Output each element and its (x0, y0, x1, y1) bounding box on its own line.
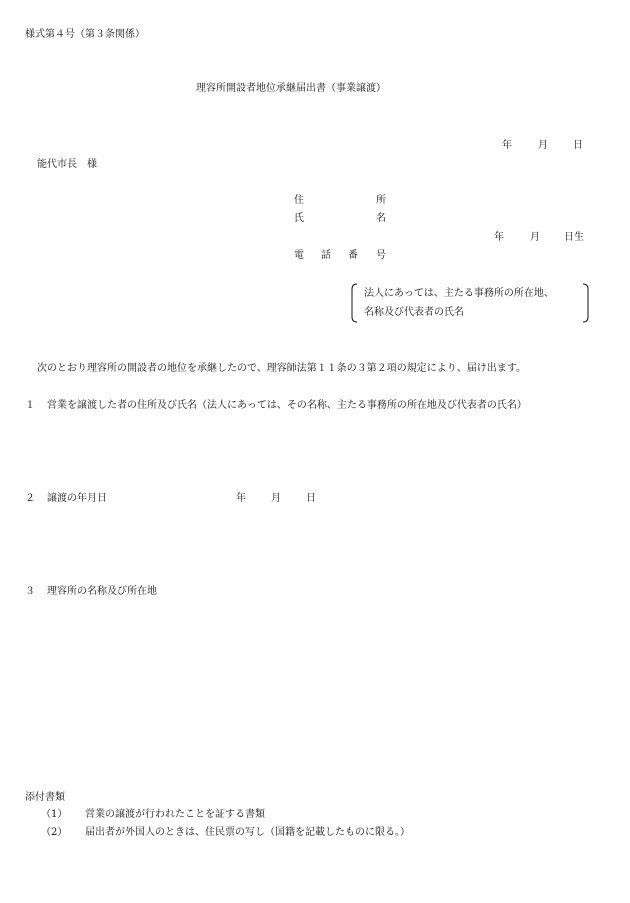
address-label-2: 所 (376, 195, 386, 206)
name-label-1: 氏 (294, 213, 304, 224)
attachment-number: （1） (41, 809, 68, 820)
attachments-heading: 添付書類 (25, 792, 65, 803)
corporation-note-line-1: 法人にあっては、主たる事務所の所在地、 (364, 288, 554, 299)
item-label: 譲渡の年月日 (47, 493, 107, 504)
transfer-year-label: 年 (236, 493, 246, 504)
birth-month-label: 月 (530, 232, 540, 243)
date-day-label: 日 (573, 140, 583, 151)
form-number: 様式第４号（第３条関係） (25, 29, 145, 40)
attachment-number: （2） (41, 827, 68, 838)
phone-label-4: 号 (376, 250, 386, 261)
item-number: ２ (25, 493, 35, 504)
item-label: 理容所の名称及び所在地 (47, 586, 157, 597)
transfer-month-label: 月 (271, 493, 281, 504)
attachment-text: 届出者が外国人のときは、住民票の写し（国籍を記載したものに限る。） (85, 827, 410, 838)
document-title: 理容所開設者地位承継届出書（事業譲渡） (196, 83, 386, 94)
date-month-label: 月 (538, 140, 548, 151)
address-label-1: 住 (294, 195, 304, 206)
birth-day-label: 日生 (564, 232, 584, 243)
phone-label-1: 電 (294, 250, 304, 261)
phone-label-3: 番 (348, 250, 358, 261)
item-label: 営業を譲渡した者の住所及び氏名（法人にあっては、その名称、主たる事務所の所在地及び代表者の氏名） (47, 400, 527, 411)
corporation-note (349, 283, 591, 323)
name-label-2: 名 (376, 213, 386, 224)
addressee: 能代市長 様 (37, 159, 97, 170)
date-year-label: 年 (502, 140, 512, 151)
phone-label-2: 話 (321, 250, 331, 261)
birth-year-label: 年 (494, 232, 504, 243)
item-number: １ (25, 400, 35, 411)
item-number: ３ (25, 586, 35, 597)
corporation-note-line-2: 名称及び代表者の氏名 (364, 307, 464, 318)
attachment-text: 営業の譲渡が行われたことを証する書類 (85, 809, 265, 820)
transfer-day-label: 日 (306, 493, 316, 504)
body-text: 次のとおり理容所の開設者の地位を承継したので、理容師法第１１条の３第２項の規定により、届け出ます。 (37, 363, 526, 374)
